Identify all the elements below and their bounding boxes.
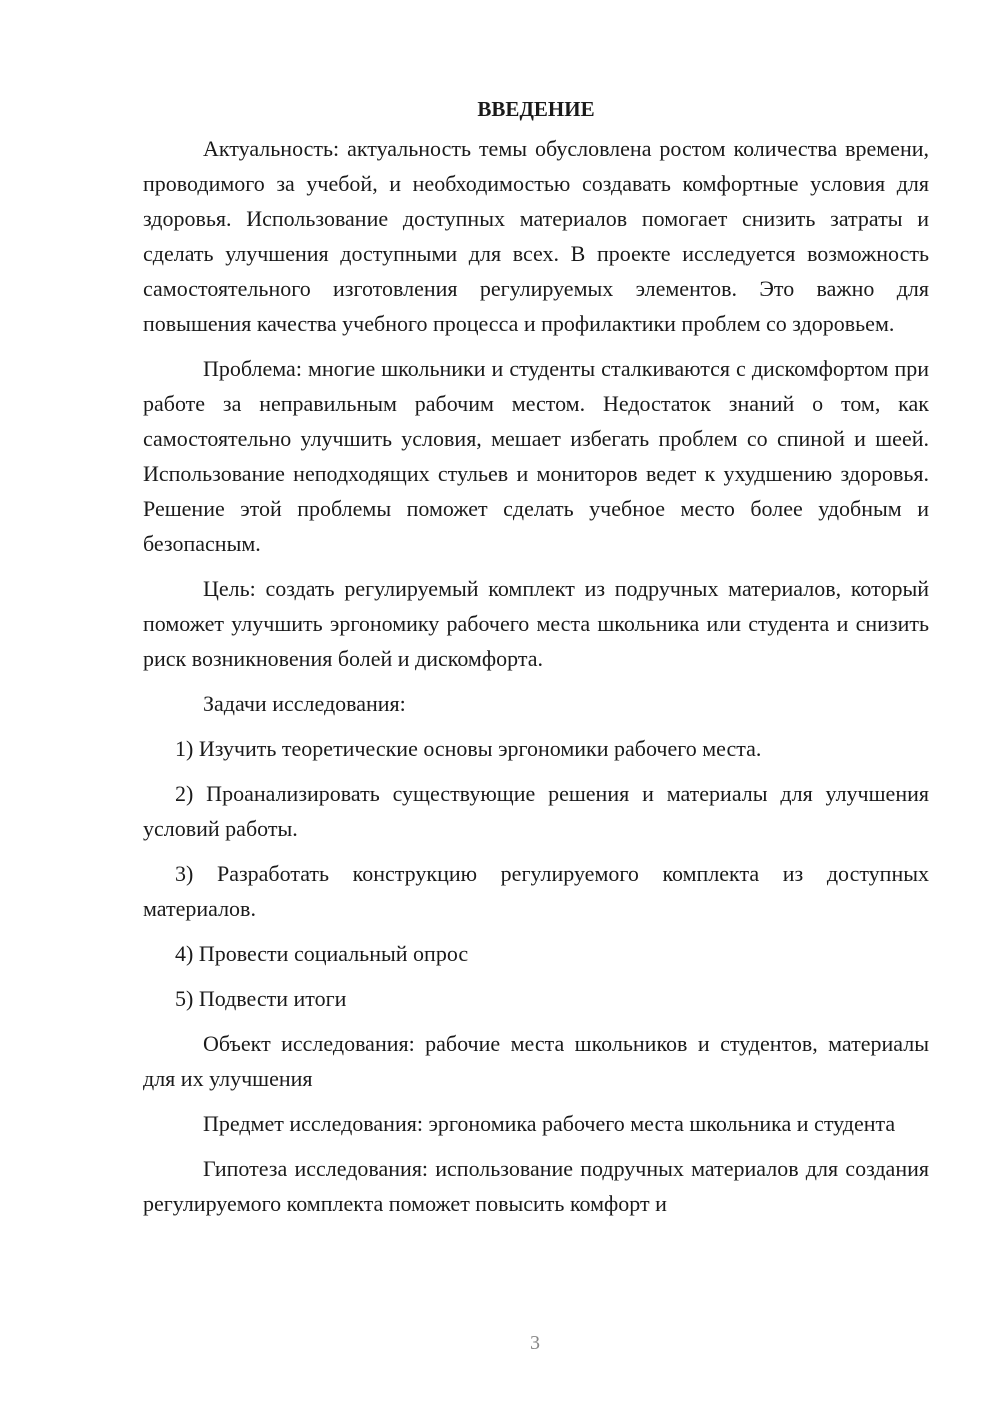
page-title: ВВЕДЕНИЕ	[477, 97, 595, 121]
task-item-2: 2) Проанализировать существующие решения и материалы для улучшения условий работы.	[143, 781, 929, 841]
paragraph-subject: Предмет исследования: эргономика рабочего места школьника и студента	[203, 1111, 896, 1136]
paragraph-object: Объект исследования: рабочие места школьников и студентов, материалы для их улучшения	[143, 1031, 929, 1091]
paragraph-problem: Проблема: многие школьники и студенты сталкиваются с дискомфортом при работе за неправильным рабочим местом. Недостаток знаний о том, как самостоятельно улучшить условия, мешает избегать проблем со спиной и шеей. Использование неподходящих стульев и мониторов ведет к ухудшению здоровья. Решение этой проблемы поможет сделать учебное место более удобным и безопасным.	[143, 356, 929, 556]
paragraph-goal: Цель: создать регулируемый комплект из подручных материалов, который поможет улучшить эргономику рабочего места школьника или студента и снизить риск возникновения болей и дискомфорта.	[143, 576, 929, 671]
paragraph-hypothesis: Гипотеза исследования: использование подручных материалов для создания регулируемого комплекта поможет повысить комфорт и	[143, 1156, 929, 1216]
task-item-3: 3) Разработать конструкцию регулируемого комплекта из доступных материалов.	[143, 861, 929, 921]
task-item-4: 4) Провести социальный опрос	[175, 941, 469, 966]
page-number: 3	[530, 1332, 540, 1354]
page-content	[143, 92, 929, 1231]
task-item-5: 5) Подвести итоги	[175, 986, 347, 1011]
tasks-heading: Задачи исследования:	[203, 691, 406, 716]
paragraph-relevance: Актуальность: актуальность темы обусловлена ростом количества времени, проводимого за учебой, и необходимостью создавать комфортные условия для здоровья. Использование доступных материалов помогает снизить затраты и сделать улучшения доступными для всех. В проекте исследуется возможность самостоятельного изготовления регулируемых элементов. Это важно для повышения качества учебного процесса и профилактики проблем со здоровьем.	[143, 136, 929, 336]
task-item-1: 1) Изучить теоретические основы эргономики рабочего места.	[175, 736, 762, 761]
